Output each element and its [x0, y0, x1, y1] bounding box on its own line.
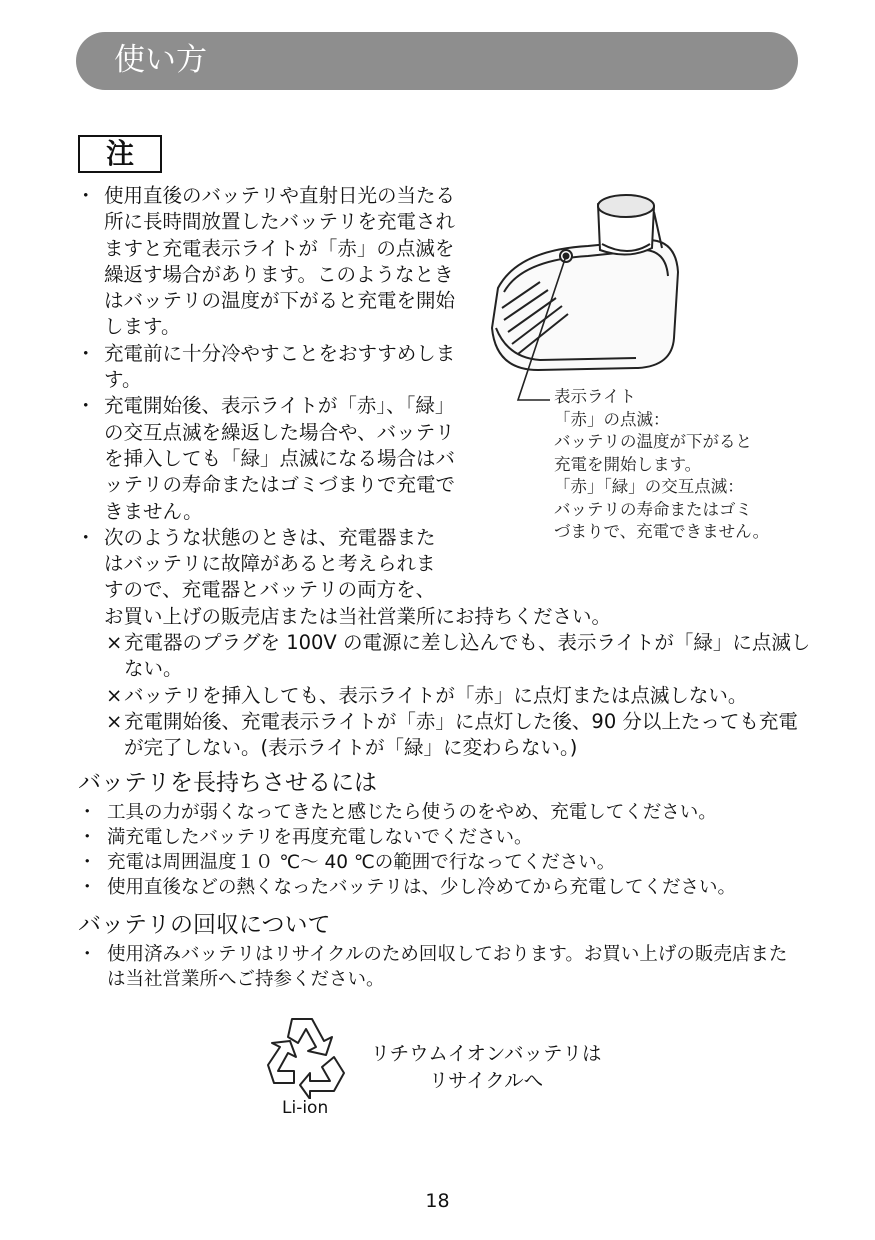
list-item-text: 満充電したバッテリを再度充電しないでください。: [107, 827, 533, 848]
bullet: ・: [78, 852, 97, 873]
bullet: ・: [76, 341, 96, 365]
callout-line: づまりで、充電できません。: [554, 522, 770, 541]
list-item-text: 充電は周囲温度１０ ℃～ 40 ℃の範囲で行なってください。: [107, 852, 616, 873]
recycle-caption-line: リチウムイオンバッテリは: [370, 1042, 602, 1065]
recycle-icon: [262, 1013, 352, 1099]
list-item: [78, 850, 818, 875]
bullet: ・: [76, 394, 96, 418]
note-text-line: すので、充電器とバッテリの両方を、: [104, 578, 436, 602]
bullet: ・: [78, 877, 97, 898]
fault-condition-text: 充電器のプラグを 100V の電源に差し込んでも、表示ライトが「緑」に点滅しない。: [124, 631, 811, 681]
callout-line: 「赤」の点滅：: [554, 409, 670, 429]
note-label: 注: [78, 135, 162, 173]
callout-leader-line: [500, 240, 580, 410]
battery-longevity-list: [78, 800, 818, 900]
recycle-caption: [356, 1040, 616, 1094]
list-item: [78, 825, 818, 850]
page-number: 18: [425, 1190, 450, 1212]
fault-condition-list: [106, 630, 816, 761]
bullet: ・: [78, 944, 97, 965]
callout-line: バッテリの温度が下がると: [554, 432, 752, 451]
fault-condition: [106, 630, 816, 683]
battery-recycling-list: [78, 942, 818, 992]
list-item-text: 使用直後などの熱くなったバッテリは、少し冷めてから充電してください。: [107, 877, 737, 898]
header-bar: [76, 32, 798, 90]
note-text: 使用直後のバッテリや直射日光の当たる所に長時間放置したバッテリを充電されますと充電表示ライトが「赤」の点滅を繰返す場合があります。このようなときはバッテリの温度が下がると充電を開始します。: [104, 184, 456, 339]
callout-line: バッテリの寿命またはゴミ: [554, 499, 752, 519]
fault-condition-text: 充電開始後、充電表示ライトが「赤」に点灯した後、90 分以上たっても充電が完了しない。(表示ライトが「緑」に変わらない。): [124, 709, 798, 760]
battery-type-code: Li-ion: [282, 1098, 329, 1118]
callout-line: 「赤」「緑」の交互点滅：: [554, 477, 744, 496]
note-text-line: はバッテリに故障があると考えられま: [104, 552, 436, 576]
note-text: 充電開始後、表示ライトが「赤」、「緑」の交互点滅を繰返した場合や、バッテリを挿入しても「緑」点滅になる場合はバッテリの寿命またはゴミづまりで充電できません。: [104, 394, 456, 523]
bullet: ・: [78, 802, 97, 823]
section-heading-battery-recycling: バッテリの回収について: [78, 912, 331, 938]
cross-mark: ×: [106, 631, 123, 655]
callout-line: 充電を開始します。: [554, 454, 702, 474]
fault-condition-text: バッテリを挿入しても、表示ライトが「赤」に点灯または点滅しない。: [124, 683, 748, 707]
bullet: ・: [78, 827, 97, 848]
cross-mark: ×: [106, 683, 123, 707]
fault-condition: [106, 709, 816, 762]
note-item: [76, 183, 816, 341]
note-text-line: 次のような状態のときは、充電器また: [104, 525, 436, 549]
list-item: [78, 800, 818, 825]
list-item: [78, 942, 797, 992]
fault-condition: [106, 683, 816, 709]
page-title: 使い方: [114, 42, 207, 78]
list-item: [78, 875, 818, 900]
section-heading-battery-longevity: バッテリを長持ちさせるには: [78, 770, 377, 796]
note-item: [76, 525, 816, 762]
bullet: ・: [76, 184, 96, 207]
bullet: ・: [76, 525, 96, 549]
cross-mark: ×: [106, 709, 123, 733]
recycle-caption-line: リサイクルへ: [428, 1069, 544, 1092]
note-text: 充電前に十分冷やすことをおすすめします。: [104, 341, 456, 392]
indicator-light-callout: [554, 386, 794, 544]
list-item-text: 使用済みバッテリはリサイクルのため回収しております。お買い上げの販売店または当社営業所へご持参ください。: [107, 944, 788, 990]
callout-line: 表示ライト: [554, 387, 637, 406]
note-text-line: お買い上げの販売店または当社営業所にお持ちください。: [104, 604, 612, 628]
list-item-text: 工具の力が弱くなってきたと感じたら使うのをやめ、充電してください。: [107, 802, 717, 823]
